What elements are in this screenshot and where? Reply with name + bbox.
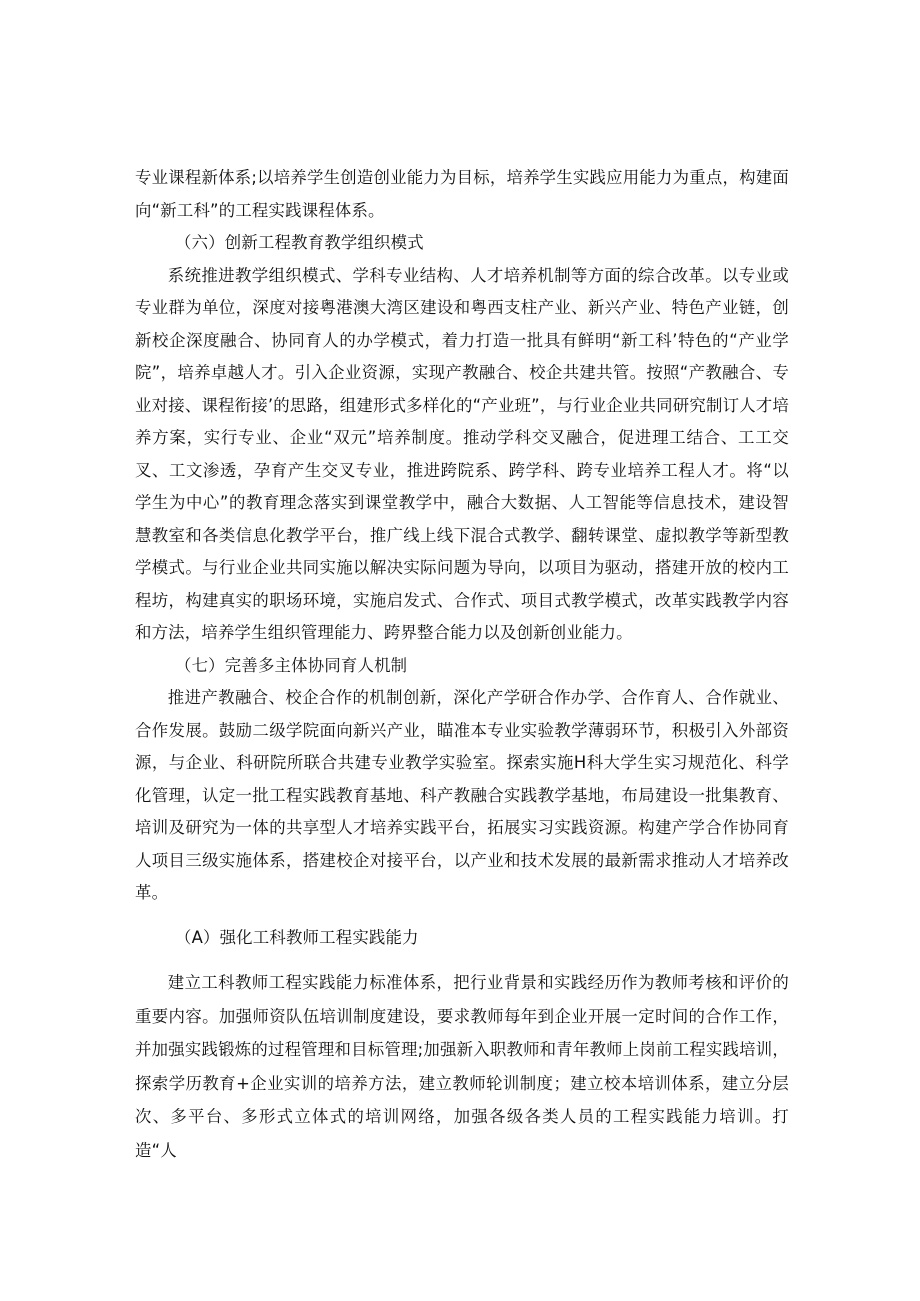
paragraph-curriculum-system: 专业课程新体系;以培养学生创造创业能力为目标，培养学生实践应用能力为重点，构建面向“新工科”的工程实践课程体系。 — [135, 168, 789, 220]
paragraph-section-8-body: 建立工科教师工程实践能力标准体系，把行业背景和实践经历作为教师考核和评价的重要内容。加强师资队伍培训制度建设，要求教师每年到企业开展一定时间的合作工作，并加强实践锻炼的过程管理和目标管理;加强新入职教师和青年教师上岗前工程实践培训，探索学历教育+企业实训的培养方法，建立教师轮训制度；建立校本培训体系，建立分层次、多平台、多形式立体式的培训网络，加强各级各类人员的工程实践能力培训。打造“人 — [135, 973, 789, 1160]
paragraph-section-7-body: 推进产教融合、校企合作的机制创新，深化产学研合作办学、合作育人、合作就业、合作发展。鼓励二级学院面向新兴产业，瞄准本专业实验教学薄弱环节，积极引入外部资源，与企业、科研院所联合共建专业教学实验室。探索实施H科大学生实习规范化、科学化管理，认定一批工程实践教育基地、科产教融合实践教学基地，布局建设一批集教育、培训及研究为一体的共享型人才培养实践平台，拓展实习实践资源。构建产学合作协同育人项目三级实施体系，搭建校企对接平台，以产业和技术发展的最新需求推动人才培养改革。 — [135, 688, 789, 902]
paragraph-section-6-body: 系统推进教学组织模式、学科专业结构、人才培养机制等方面的综合改革。以专业或专业群为单位，深度对接粤港澳大湾区建设和粤西支柱产业、新兴产业、特色产业链，创新校企深度融合、协同育人的办学模式，着力打造一批具有鲜明“新工科’特色的“产业学院”，培养卓越人才。引入企业资源，实现产教融合、校企共建共管。按照“产教融合、专业对接、课程衔接’的思路，组建形式多样化的“产业班”，与行业企业共同研究制订人才培养方案，实行专业、企业“双元”培养制度。推动学科交叉融合，促进理工结合、工工交叉、工文渗透，孕育产生交叉专业，推进跨院系、跨学科、跨专业培养工程人才。将“以学生为中心”的教育理念落实到课堂教学中，融合大数据、人工智能等信息技术，建设智慧教室和各类信息化教学平台，推广线上线下混合式教学、翻转课堂、虚拟教学等新型教学模式。与行业企业共同实施以解决实际问题为导向，以项目为驱动，搭建开放的校内工程坊，构建真实的职场环境，实施启发式、合作式、项目式教学模式，改革实践教学内容和方法，培养学生组织管理能力、跨界整合能力以及创新创业能力。 — [135, 265, 789, 642]
heading-section-8: （A）强化工科教师工程实践能力 — [175, 927, 419, 947]
document-body — [135, 162, 789, 1167]
heading-section-6: （六）创新工程教育教学组织模式 — [175, 233, 424, 252]
heading-section-7: （七）完善多主体协同育人机制 — [175, 655, 408, 675]
